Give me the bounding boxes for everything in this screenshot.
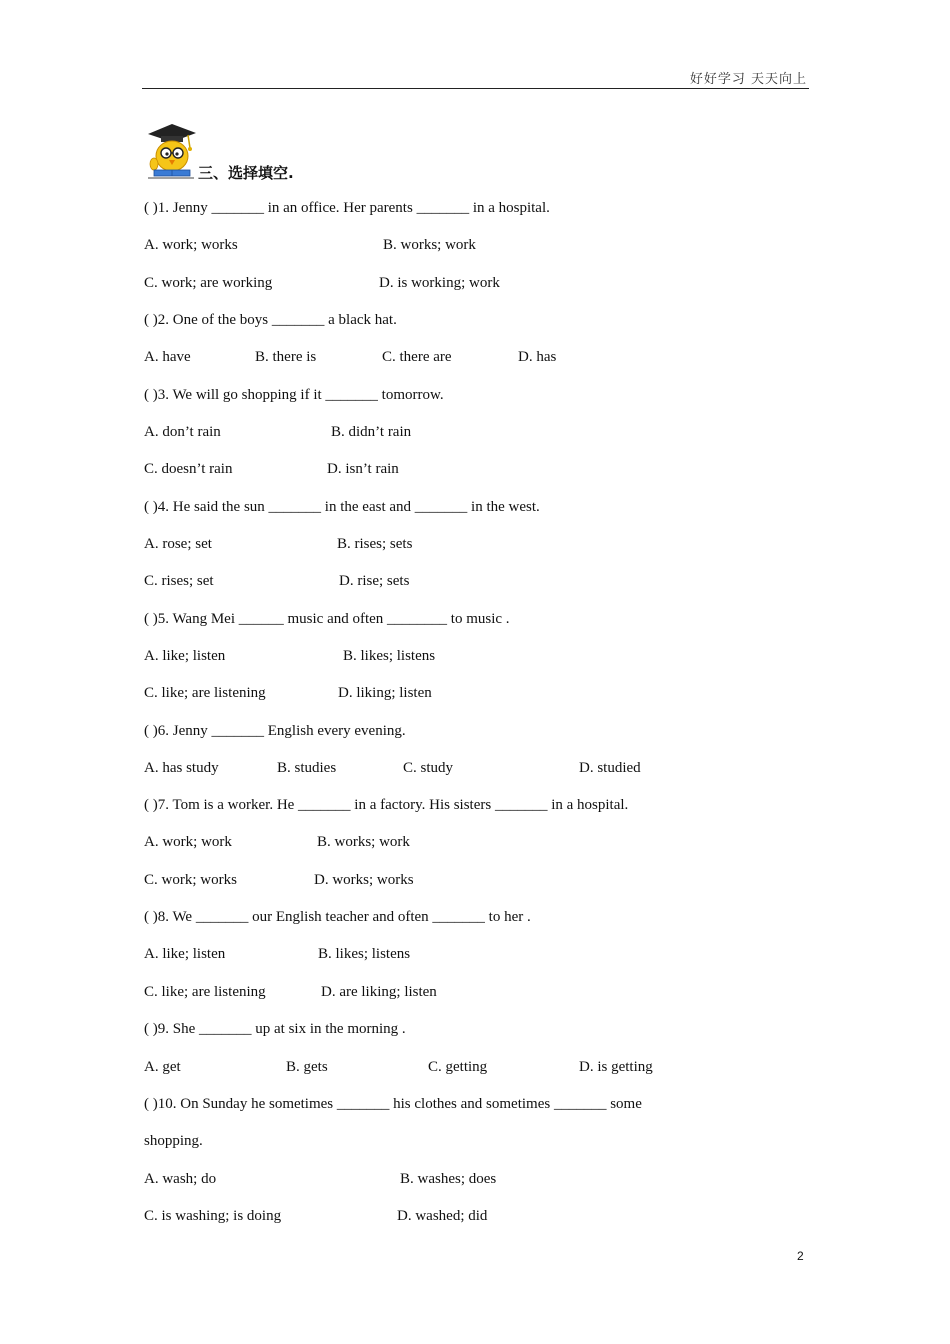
- option-b: B. works; work: [317, 834, 410, 850]
- option-c: C. like; are listening: [144, 984, 266, 1000]
- question-7-stem: ( )7. Tom is a worker. He _______ in a factory. His sisters _______ in a hospital.: [144, 797, 629, 813]
- option-d: D. rise; sets: [339, 573, 410, 589]
- page-number: 2: [797, 1249, 804, 1263]
- option-a: A. like; listen: [144, 648, 226, 664]
- option-a: A. like; listen: [144, 946, 226, 962]
- question-10-stem: ( )10. On Sunday he sometimes _______ his clothes and sometimes _______ some: [144, 1096, 642, 1112]
- graduate-mascot-icon: [142, 120, 198, 180]
- option-c: C. doesn’t rain: [144, 461, 233, 477]
- header-rule: [142, 88, 809, 89]
- option-a: A. get: [144, 1059, 181, 1075]
- option-c: C. getting: [428, 1059, 488, 1075]
- option-d: D. has: [518, 349, 557, 365]
- option-b: B. washes; does: [400, 1171, 497, 1187]
- question-8-stem: ( )8. We _______ our English teacher and often _______ to her .: [144, 909, 531, 925]
- option-a: A. wash; do: [144, 1171, 217, 1187]
- option-b: B. likes; listens: [318, 946, 411, 962]
- option-d: D. studied: [579, 760, 641, 776]
- option-a: A. don’t rain: [144, 424, 221, 440]
- option-b: B. works; work: [383, 237, 476, 253]
- option-a: A. have: [144, 349, 191, 365]
- option-c: C. rises; set: [144, 573, 214, 589]
- question-4-stem: ( )4. He said the sun _______ in the east and _______ in the west.: [144, 499, 540, 515]
- option-b: B. gets: [286, 1059, 328, 1075]
- question-9-stem: ( )9. She _______ up at six in the morning .: [144, 1021, 406, 1037]
- option-d: D. washed; did: [397, 1208, 488, 1224]
- option-b: B. rises; sets: [337, 536, 413, 552]
- option-d: D. works; works: [314, 872, 414, 888]
- option-b: B. didn’t rain: [331, 424, 412, 440]
- option-c: C. like; are listening: [144, 685, 266, 701]
- question-10-stem-continued: shopping.: [144, 1133, 203, 1149]
- option-a: A. work; work: [144, 834, 232, 850]
- question-3-stem: ( )3. We will go shopping if it _______ tomorrow.: [144, 387, 444, 403]
- option-a: A. work; works: [144, 237, 238, 253]
- header-motto: 好好学习 天天向上: [689, 72, 807, 87]
- option-d: D. is getting: [579, 1059, 653, 1075]
- option-a: A. has study: [144, 760, 219, 776]
- section-title: 三、选择填空.: [198, 164, 294, 182]
- question-6-stem: ( )6. Jenny _______ English every evening.: [144, 723, 406, 739]
- option-c: C. there are: [382, 349, 452, 365]
- option-a: A. rose; set: [144, 536, 212, 552]
- option-c: C. work; are working: [144, 275, 273, 291]
- option-c: C. study: [403, 760, 454, 776]
- option-b: B. likes; listens: [343, 648, 436, 664]
- question-1-stem: ( )1. Jenny _______ in an office. Her parents _______ in a hospital.: [144, 200, 550, 216]
- question-2-stem: ( )2. One of the boys _______ a black hat.: [144, 312, 397, 328]
- question-5-stem: ( )5. Wang Mei ______ music and often ________ to music .: [144, 611, 510, 627]
- option-b: B. there is: [255, 349, 317, 365]
- option-c: C. is washing; is doing: [144, 1208, 282, 1224]
- option-d: D. isn’t rain: [327, 461, 399, 477]
- option-d: D. is working; work: [379, 275, 500, 291]
- option-d: D. are liking; listen: [321, 984, 437, 1000]
- option-d: D. liking; listen: [338, 685, 432, 701]
- option-b: B. studies: [277, 760, 337, 776]
- option-c: C. work; works: [144, 872, 237, 888]
